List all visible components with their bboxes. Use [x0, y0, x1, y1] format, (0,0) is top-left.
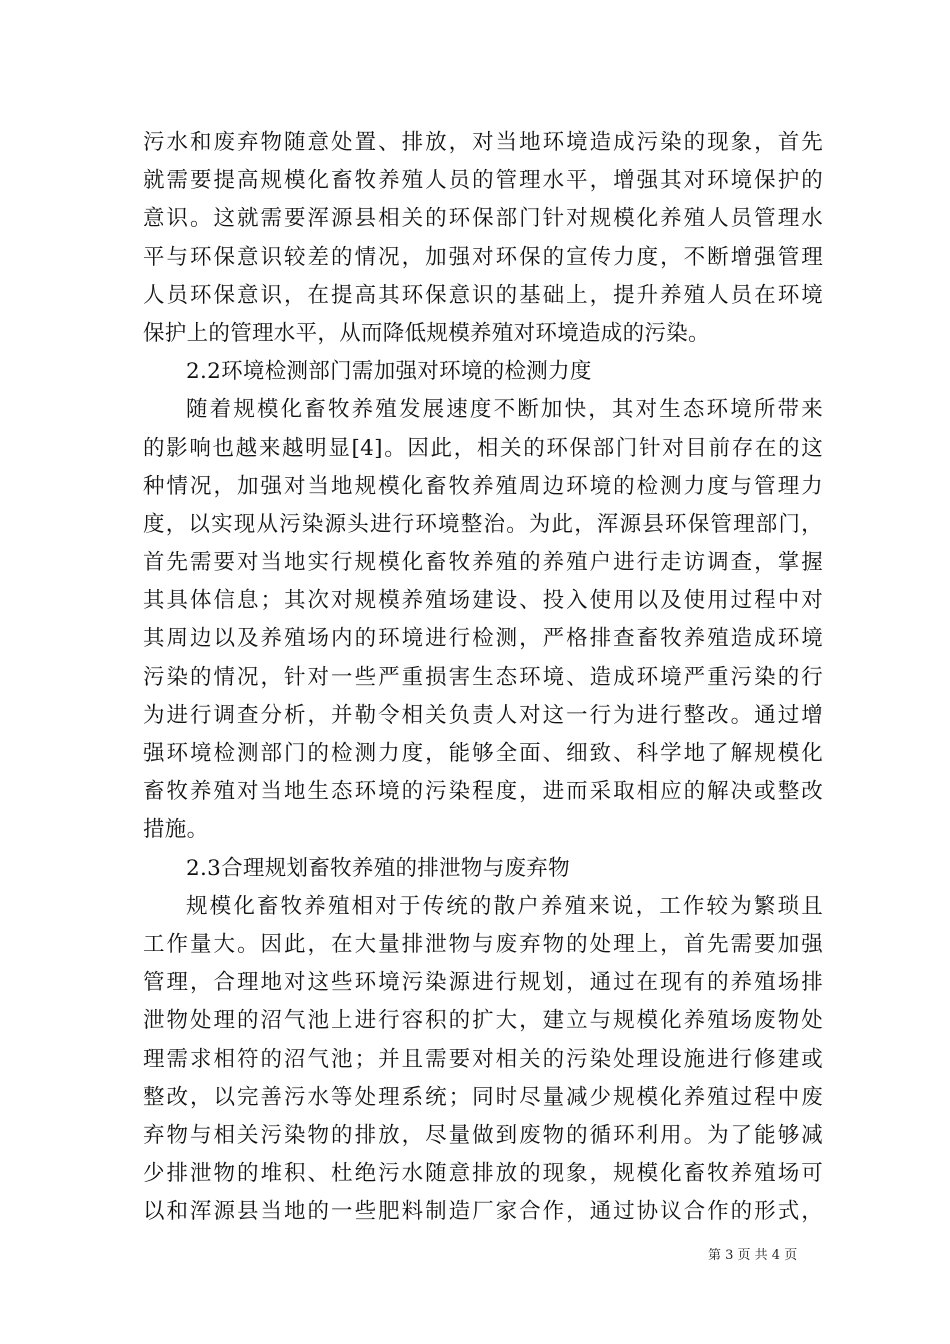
text-line: 管理，合理地对这些环境污染源进行规划，通过在现有的养殖场排	[143, 970, 823, 996]
text-line: 人员环保意识，在提高其环保意识的基础上，提升养殖人员在环境	[143, 282, 823, 308]
section-heading: 2.3合理规划畜牧养殖的排泄物与废弃物	[186, 855, 570, 881]
text-line: 就需要提高规模化畜牧养殖人员的管理水平，增强其对环境保护的	[143, 168, 823, 194]
text-line: 畜牧养殖对当地生态环境的污染程度，进而采取相应的解决或整改	[143, 779, 823, 805]
text-line: 污水和废弃物随意处置、排放，对当地环境造成污染的现象，首先	[143, 130, 823, 155]
page-number-footer: 第 3 页 共 4 页	[708, 1248, 798, 1263]
paragraph-end-line: 措施。	[143, 817, 209, 843]
paragraph-start-line: 随着规模化畜牧养殖发展速度不断加快，其对生态环境所带来	[186, 397, 823, 423]
text-line: 弃物与相关污染物的排放，尽量做到废物的循环利用。为了能够减	[143, 1122, 823, 1148]
text-line: 的影响也越来越明显[4]。因此，相关的环保部门针对目前存在的这	[143, 435, 823, 461]
document-body	[143, 124, 823, 1231]
text-line: 理需求相符的沼气池；并且需要对相关的污染处理设施进行修建或	[143, 1046, 823, 1072]
text-line: 度，以实现从污染源头进行环境整治。为此，浑源县环保管理部门，	[143, 511, 823, 537]
text-line: 少排泄物的堆积、杜绝污水随意排放的现象，规模化畜牧养殖场可	[143, 1161, 823, 1187]
text-line: 以和浑源县当地的一些肥料制造厂家合作，通过协议合作的形式，	[143, 1199, 823, 1225]
text-line: 泄物处理的沼气池上进行容积的扩大，建立与规模化养殖场废物处	[143, 1008, 823, 1034]
text-line: 意识。这就需要浑源县相关的环保部门针对规模化养殖人员管理水	[143, 206, 823, 232]
text-line: 强环境检测部门的检测力度，能够全面、细致、科学地了解规模化	[143, 741, 823, 766]
text-line: 其具体信息；其次对规模养殖场建设、投入使用以及使用过程中对	[143, 588, 823, 614]
text-line: 种情况，加强对当地规模化畜牧养殖周边环境的检测力度与管理力	[143, 473, 823, 499]
section-heading: 2.2环境检测部门需加强对环境的检测力度	[186, 359, 592, 385]
text-line: 为进行调查分析，并勒令相关负责人对这一行为进行整改。通过增	[143, 702, 823, 728]
text-line: 首先需要对当地实行规模化畜牧养殖的养殖户进行走访调查，掌握	[143, 550, 823, 576]
paragraph-end-line: 保护上的管理水平，从而降低规模养殖对环境造成的污染。	[143, 320, 710, 346]
text-line: 其周边以及养殖场内的环境进行检测，严格排查畜牧养殖造成环境	[143, 626, 823, 652]
text-line: 整改，以完善污水等处理系统；同时尽量减少规模化养殖过程中废	[143, 1084, 823, 1110]
text-line: 污染的情况，针对一些严重损害生态环境、造成环境严重污染的行	[143, 664, 823, 690]
text-line: 工作量大。因此，在大量排泄物与废弃物的处理上，首先需要加强	[143, 931, 823, 957]
text-line: 平与环保意识较差的情况，加强对环保的宣传力度，不断增强管理	[143, 244, 823, 270]
paragraph-start-line: 规模化畜牧养殖相对于传统的散户养殖来说，工作较为繁琐且	[186, 893, 823, 919]
